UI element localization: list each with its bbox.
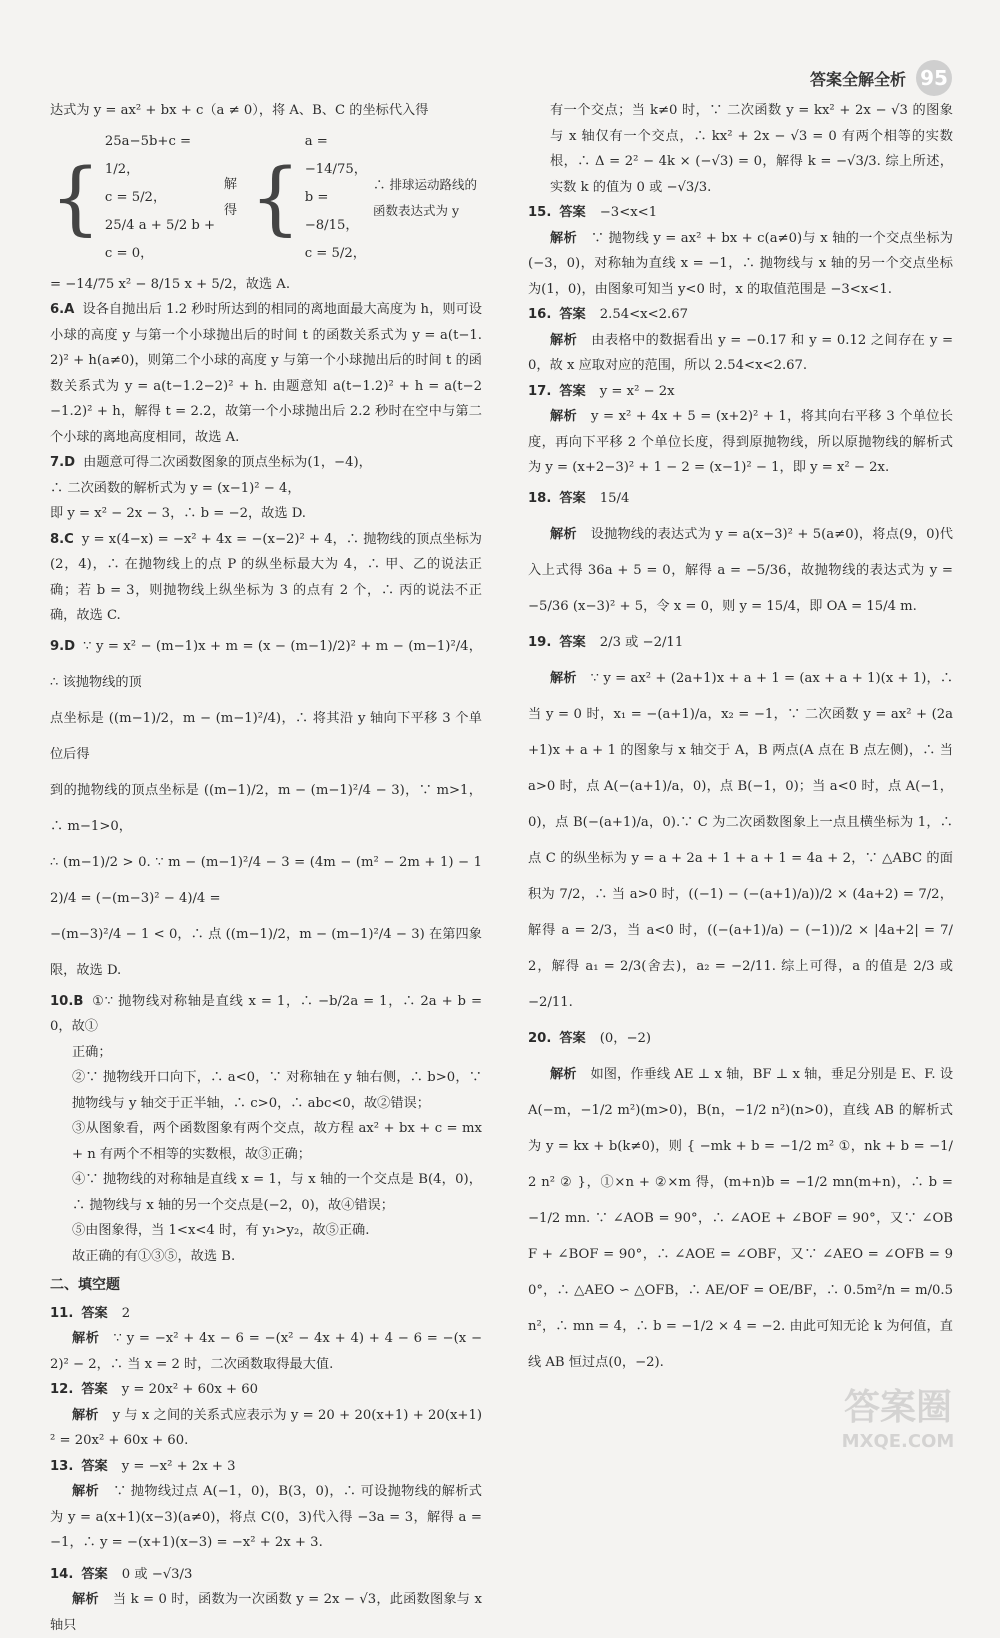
- solution-label: 解析: [72, 1408, 99, 1423]
- solution-label: 解析: [550, 671, 577, 686]
- solution-label: 解析: [72, 1592, 99, 1607]
- question-number: 20.: [528, 1031, 551, 1046]
- answer-label: 答案: [81, 1459, 107, 1474]
- question-number: 12.: [50, 1382, 73, 1397]
- answer-16: 16. 答案 2.54<x<2.67 解析 由表格中的数据看出 y = −0.17 和 y = 0.12 之间存在 y = 0，故 x 应取对应的范围，所以 2.54<x<2.67.: [528, 302, 953, 379]
- answer-14-continued: 有一个交点；当 k≠0 时，∵ 二次函数 y = kx² + 2x − √3 的图象与 x 轴仅有一个交点，∴ kx² + 2x − √3 = 0 有两个相等的实数根，∴ Δ = 2² − 4k × (−√3) = 0，解得 k = −√3/3. 综上所述，实数 k 的值为 0 或 −√3/3.: [528, 98, 953, 200]
- answer-label: 答案: [559, 1031, 585, 1046]
- question-number: 11.: [50, 1306, 73, 1321]
- answer-label: 答案: [559, 384, 585, 399]
- answer-19: 19. 答案 2/3 或 −2/11 解析 ∵ y = ax² + (2a+1)x + a + 1 = (ax + a + 1)(x + 1)，∴ 当 y = 0 时，x₁ = −(a+1)/a，x₂ = −1，∵ 二次函数 y = ax² + (2a+1)x + a + 1 的图象与 x 轴交于 A，B 两点(A 点在 B 点左侧)，∴ 当 a>0 时，点 A(−(a+1)/a，0)，点 B(−1，0)；当 a<0 时，点 A(−1，0)，点 B(−(a+1)/a，0).∵ C 为二次函数图象上一点且横坐标为 1，∴ 点 C 的纵坐标为 y = a + 2a + 1 + a + 1 = 4a + 2，∵ △ABC 的面积为 7/2，∴ 当 a>0 时，((−1) − (−(a+1)/a))/2 × (4a+2) = 7/2，解得 a = 2/3，当 a<0 时，((−(a+1)/a) − (−1))/2 × |4a+2| = 7/2，解得 a₁ = 2/3(舍去)，a₂ = −2/11. 综上可得，a 的值是 2/3 或 −2/11.: [528, 625, 953, 1021]
- answer-9: 9.D ∵ y = x² − (m−1)x + m = (x − (m−1)/2)² + m − (m−1)²/4，∴ 该抛物线的顶 点坐标是 ((m−1)/2，m − (m−1)²/4)，∴ 将其沿 y 轴向下平移 3 个单位后得 到的抛物线的顶点坐标是 ((m−1)/2，m − (m−1)²/4 − 3)，∵ m>1，∴ m−1>0， ∴ (m−1)/2 > 0. ∵ m − (m−1)²/4 − 3 = (4m − (m² − 2m + 1) − 12)/4 = (−(m−3)² − 4)/4 = −(m−3)²/4 − 1 < 0，∴ 点 ((m−1)/2，m − (m−1)²/4 − 3) 在第四象限，故选 D.: [50, 629, 482, 989]
- answer-label: 答案: [559, 307, 585, 322]
- brace-icon: {: [50, 158, 101, 238]
- question-number: 16.: [528, 307, 551, 322]
- page-header: [810, 58, 952, 98]
- intro-text: 达式为 y = ax² + bx + c（a ≠ 0），将 A、B、C 的坐标代入得: [50, 98, 482, 124]
- question-number: 13.: [50, 1459, 73, 1474]
- left-column: [50, 98, 482, 1638]
- answer-label: 答案: [81, 1567, 107, 1582]
- question-number: 14.: [50, 1567, 73, 1582]
- solution-label: 解析: [72, 1331, 100, 1346]
- question-number: 17.: [528, 384, 551, 399]
- answer-13: 13. 答案 y = −x² + 2x + 3 解析 ∵ 抛物线过点 A(−1，0)，B(3，0)，∴ 可设抛物线的解析式为 y = a(x+1)(x−3)(a≠0)，将点 C(0，3)代入得 −3a = 3，解得 a = −1，∴ y = −(x+1)(x−3) = −x² + 2x + 3.: [50, 1454, 482, 1556]
- solution-label: 解析: [550, 527, 577, 542]
- equation-system: [50, 128, 482, 268]
- section-title: 二、填空题: [50, 1273, 482, 1299]
- answer-label: 答案: [81, 1382, 107, 1397]
- watermark-url: MXQE.COM: [842, 1431, 955, 1452]
- answer-10: 10.B ①∵ 抛物线对称轴是直线 x = 1，∴ −b/2a = 1，∴ 2a + b = 0，故① 正确； ②∵ 抛物线开口向下，∴ a<0，∵ 对称轴在 y 轴右侧，∴ b>0，∵ 抛物线与 y 轴交于正半轴，∴ c>0，∴ abc<0，故②错误； ③从图象看，两个函数图象有两个交点，故方程 ax² + bx + c = mx + n 有两个不相等的实数根，故③正确； ④∵ 抛物线的对称轴是直线 x = 1，与 x 轴的一个交点是 B(4，0)，∴ 抛物线与 x 轴的另一个交点是(−2，0)，故④错误； ⑤由图象得，当 1<x<4 时，有 y₁>y₂，故⑤正确. 故正确的有①③⑤，故选 B.: [50, 989, 482, 1270]
- watermark-text: 答案圈: [844, 1387, 952, 1428]
- answer-label: 答案: [559, 205, 585, 220]
- question-number: 15.: [528, 205, 551, 220]
- answer-18: 18. 答案 15/4 解析 设抛物线的表达式为 y = a(x−3)² + 5(a≠0)，将点(9，0)代入上式得 36a + 5 = 0，解得 a = −5/36，故抛物线的表达式为 y = −5/36 (x−3)² + 5，令 x = 0，则 y = 15/4，即 OA = 15/4 m.: [528, 481, 953, 625]
- answer-20: 20. 答案 (0，−2) 解析 如图，作垂线 AE ⊥ x 轴，BF ⊥ x 轴，垂足分别是 E、F. 设 A(−m，−1/2 m²)(m>0)，B(n，−1/2 n²)(n>0)，直线 AB 的解析式为 y = kx + b(k≠0)，则 { −mk + b = −1/2 m² ①，nk + b = −1/2 n² ② }，①×n + ②×m 得，(m+n)b = −1/2 mn(m+n)，∴ b = −1/2 mn. ∵ ∠AOB = 90°，∴ ∠AOE + ∠BOF = 90°，又∵ ∠OBF + ∠BOF = 90°，∴ ∠AOE = ∠OBF，又∵ ∠AEO = ∠OFB = 90°，∴ △AEO ∽ △OFB，∴ AE/OF = OE/BF，∴ 0.5m²/n = m/0.5n²，∴ mn = 4，∴ b = −1/2 × 4 = −2. 由此可知无论 k 为何值，直线 AB 恒过点(0，−2).: [528, 1021, 953, 1381]
- right-column: [528, 98, 953, 1381]
- question-number: 7.D: [50, 455, 75, 470]
- solution-label: 解析: [550, 333, 577, 348]
- solution-label: 解析: [72, 1484, 99, 1499]
- answer-label: 答案: [559, 491, 585, 506]
- question-number: 10.B: [50, 994, 83, 1009]
- intro-result: = −14/75 x² − 8/15 x + 5/2，故选 A.: [50, 272, 482, 298]
- equation-tail: ∴ 排球运动路线的函数表达式为 y: [373, 172, 482, 223]
- answer-label: 答案: [81, 1306, 107, 1321]
- solution-label: 解析: [550, 1067, 577, 1082]
- header-title: 答案全解全析: [810, 67, 906, 90]
- question-number: 19.: [528, 635, 551, 650]
- answer-14: 14. 答案 0 或 −√3/3 解析 当 k = 0 时，函数为一次函数 y = 2x − √3，此函数图象与 x 轴只: [50, 1562, 482, 1638]
- answer-7: 7.D 由题意可得二次函数图象的顶点坐标为(1，−4)， ∴ 二次函数的解析式为 y = (x−1)² − 4， 即 y = x² − 2x − 3，∴ b = −2，故选 D.: [50, 450, 482, 527]
- answer-label: 答案: [559, 635, 585, 650]
- answer-12: 12. 答案 y = 20x² + 60x + 60 解析 y 与 x 之间的关系式应表示为 y = 20 + 20(x+1) + 20(x+1)² = 20x² + 60x + 60.: [50, 1377, 482, 1454]
- watermark-logo: [818, 1377, 978, 1457]
- answer-17: 17. 答案 y = x² − 2x 解析 y = x² + 4x + 5 = (x+2)² + 1，将其向右平移 3 个单位长度，再向下平移 2 个单位长度，得到原抛物线，所以原抛物线的解析式为 y = (x+2−3)² + 1 − 2 = (x−1)² − 1，即 y = x² − 2x.: [528, 379, 953, 481]
- solve-word: 解得: [224, 172, 242, 223]
- answer-11: 11. 答案 2 解析 ∵ y = −x² + 4x − 6 = −(x² − 4x + 4) + 4 − 6 = −(x − 2)² − 2，∴ 当 x = 2 时，二次函数取得最大值.: [50, 1301, 482, 1378]
- question-number: 9.D: [50, 639, 75, 654]
- equation: c = 5/2，: [305, 240, 367, 268]
- equation: 25a−5b+c = 1/2，: [105, 128, 216, 184]
- question-number: 6.A: [50, 302, 74, 317]
- question-number: 18.: [528, 491, 551, 506]
- equation: a = −14/75，: [305, 128, 367, 184]
- answer-6: 6.A 设各自抛出后 1.2 秒时所达到的相同的离地面最大高度为 h，则可设小球的高度 y 与第一个小球抛出后的时间 t 的函数关系式为 y = a(t−1.2)² + h(a≠0)，则第二个小球的高度 y 与第一个小球抛出后的时间 t 的函数关系式为 y = a(t−1.2−2)² + h. 由题意知 a(t−1.2)² + h = a(t−2−1.2)² + h，解得 t = 2.2，故第一个小球抛出后 2.2 秒时在空中与第二个小球的离地高度相同，故选 A.: [50, 297, 482, 450]
- equation: 25/4 a + 5/2 b + c = 0，: [105, 212, 216, 268]
- question-number: 8.C: [50, 532, 74, 547]
- answer-8: 8.C y = x(4−x) = −x² + 4x = −(x−2)² + 4，∴ 抛物线的顶点坐标为(2，4)，∴ 在抛物线上的点 P 的纵坐标最大为 4，∴ 甲、乙的说法正确；若 b = 3，则抛物线上纵坐标为 3 的点有 2 个，∴ 丙的说法不正确，故选 C.: [50, 527, 482, 629]
- page-number: 95: [916, 60, 952, 96]
- answer-15: 15. 答案 −3<x<1 解析 ∵ 抛物线 y = ax² + bx + c(a≠0)与 x 轴的一个交点坐标为(−3，0)，对称轴为直线 x = −1，∴ 抛物线与 x 轴的另一个交点坐标为(1，0)，由图象可知当 y<0 时，x 的取值范围是 −3<x<1.: [528, 200, 953, 302]
- solution-label: 解析: [550, 409, 577, 424]
- brace-icon: {: [250, 158, 301, 238]
- equation: c = 5/2，: [105, 184, 216, 212]
- equation: b = −8/15，: [305, 184, 367, 240]
- solution-label: 解析: [550, 231, 577, 246]
